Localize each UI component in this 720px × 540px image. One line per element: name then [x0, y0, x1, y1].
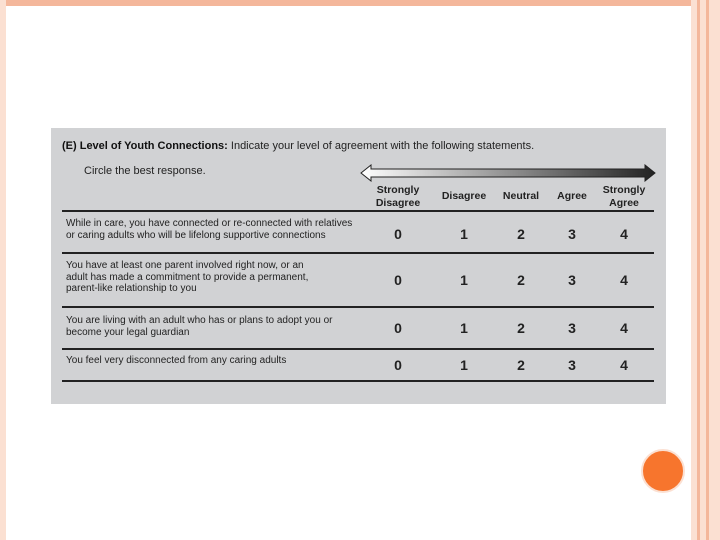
- slide-top-border: [0, 0, 691, 6]
- table-row: [62, 308, 654, 350]
- score-option[interactable]: 3: [568, 272, 576, 288]
- statement-text: [66, 355, 356, 367]
- table-row: [62, 350, 654, 382]
- score-option[interactable]: 0: [394, 357, 402, 373]
- statement-table: [62, 210, 654, 382]
- section-label: (E) Level of Youth Connections:: [62, 140, 228, 152]
- score-option[interactable]: 0: [394, 272, 402, 288]
- score-option[interactable]: 2: [517, 320, 525, 336]
- score-option[interactable]: 1: [460, 320, 468, 336]
- score-option[interactable]: 0: [394, 226, 402, 242]
- slide-right-stripe: [706, 0, 709, 540]
- table-row: [62, 212, 654, 254]
- score-option[interactable]: 0: [394, 320, 402, 336]
- statement-text: [66, 260, 356, 295]
- score-option[interactable]: 2: [517, 357, 525, 373]
- score-option[interactable]: 2: [517, 226, 525, 242]
- slide-right-stripe: [697, 0, 700, 540]
- statement-line: You have at least one parent involved right now, or an: [66, 260, 304, 271]
- statement-line: While in care, you have connected or re-connected with relatives: [66, 218, 353, 229]
- youth-connections-form: [51, 128, 666, 404]
- score-option[interactable]: 4: [620, 357, 628, 373]
- score-option[interactable]: 1: [460, 272, 468, 288]
- statement-line: You feel very disconnected from any caring adults: [66, 355, 287, 366]
- score-option[interactable]: 4: [620, 226, 628, 242]
- score-option[interactable]: 1: [460, 357, 468, 373]
- scale-header: Strongly Agree: [602, 184, 646, 209]
- table-row: [62, 254, 654, 308]
- orange-circle-icon: [641, 449, 685, 493]
- scale-header: Disagree: [441, 190, 487, 202]
- statement-line: You are living with an adult who has or plans to adopt you or: [66, 315, 333, 326]
- statement-line: adult has made a commitment to provide a permanent,: [66, 271, 309, 283]
- statement-line: parent-like relationship to you: [66, 283, 197, 295]
- score-option[interactable]: 3: [568, 320, 576, 336]
- score-option[interactable]: 3: [568, 357, 576, 373]
- statement-line: or caring adults who will be lifelong supportive connections: [66, 229, 326, 241]
- statement-line: become your legal guardian: [66, 326, 190, 338]
- agreement-gradient-arrow-icon: [359, 164, 657, 182]
- scale-header: Agree: [557, 190, 587, 202]
- scale-header: Neutral: [502, 190, 540, 202]
- section-heading: [62, 140, 534, 152]
- score-option[interactable]: 4: [620, 272, 628, 288]
- section-prompt: Indicate your level of agreement with the following statements.: [230, 140, 535, 152]
- score-option[interactable]: 4: [620, 320, 628, 336]
- scale-header: Strongly Disagree: [375, 184, 421, 209]
- instruction-text: Circle the best response.: [84, 165, 206, 177]
- statement-text: [66, 315, 356, 338]
- slide-left-border: [0, 0, 6, 540]
- score-option[interactable]: 1: [460, 226, 468, 242]
- score-option[interactable]: 2: [517, 272, 525, 288]
- statement-text: [66, 218, 356, 241]
- score-option[interactable]: 3: [568, 226, 576, 242]
